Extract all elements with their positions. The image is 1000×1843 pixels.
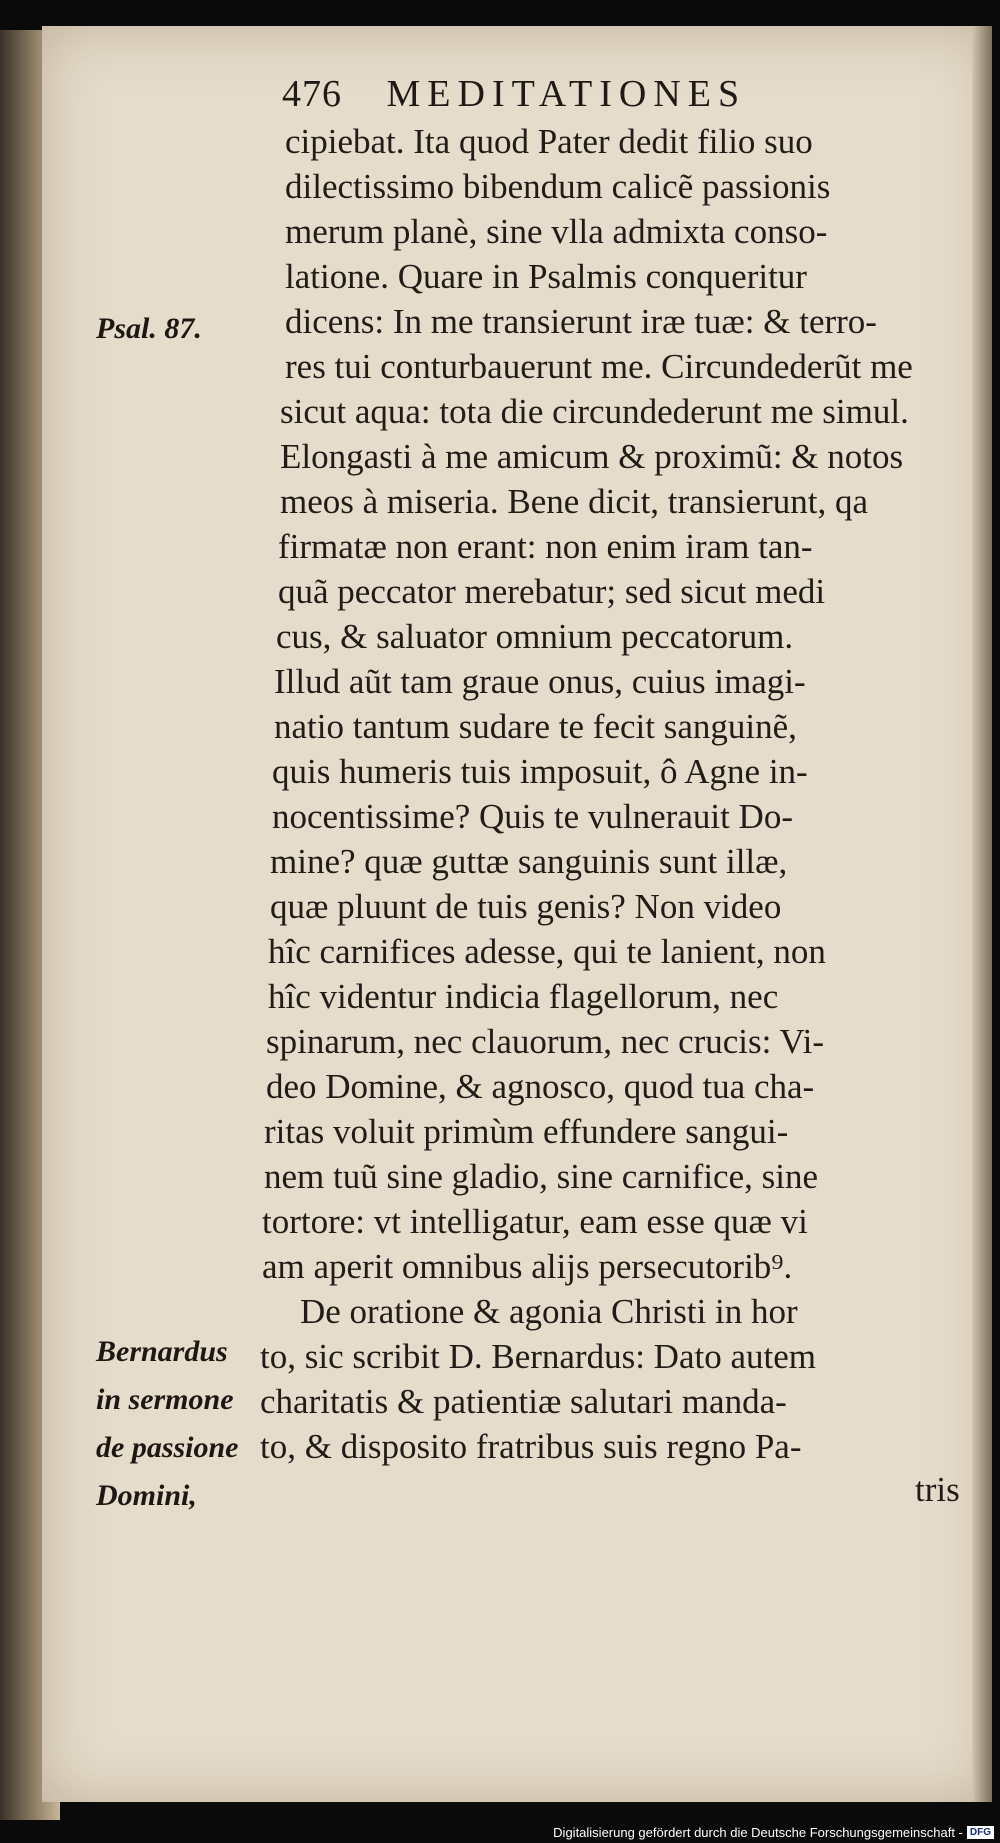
text-line: cus, & saluator omnium peccatorum. [276,617,794,656]
text-line: charitatis & patientiæ salutari manda- [260,1382,787,1421]
text-line: ritas voluit primùm effundere sangui- [264,1112,789,1151]
text-line: mine? quæ guttæ sanguinis sunt illæ, [270,842,788,881]
text-line: to, & disposito fratribus suis regno Pa- [260,1427,802,1466]
text-line: quã peccator merebatur; sed sicut medi [278,572,826,611]
text-line: am aperit omnibus alijs persecutorib⁹. [262,1247,793,1286]
text-line: latione. Quare in Psalmis conqueritur [285,257,807,296]
page-header [282,72,962,116]
text-line: dicens: In me transierunt iræ tuæ: & terro- [285,302,877,341]
text-line: cipiebat. Ita quod Pater dedit filio suo [285,122,813,161]
page-number: 476 [282,73,342,115]
text-line: res tui conturbauerunt me. Circundederũt me [285,347,913,386]
text-line: quis humeris tuis imposuit, ô Agne in- [272,752,808,791]
text-line: spinarum, nec clauorum, nec crucis: Vi- [266,1022,825,1061]
catchword: tris [915,1470,960,1509]
text-line: merum planè, sine vlla admixta conso- [285,212,828,251]
text-line: hîc carnifices adesse, qui te lanient, non [268,932,826,971]
text-line: quæ pluunt de tuis genis? Non video [270,887,782,926]
text-line: Illud aũt tam graue onus, cuius imagi- [274,662,806,701]
text-line: De oratione & agonia Christi in hor [300,1292,798,1331]
text-line: to, sic scribit D. Bernardus: Dato autem [260,1337,816,1376]
text-line: natio tantum sudare te fecit sanguinẽ, [274,707,797,746]
text-line: nocentissime? Quis te vulnerauit Do- [272,797,793,836]
funding-note: Digitalisierung gefördert durch die Deutsche Forschungsgemeinschaft - [553,1825,963,1840]
text-line: firmatæ non erant: non enim iram tan- [278,527,813,566]
dfg-logo: DFG [967,1826,994,1839]
text-line: sicut aqua: tota die circundederunt me simul. [280,392,909,431]
page-edge [972,26,992,1802]
text-line: tortore: vt intelligatur, eam esse quæ vi [262,1202,808,1241]
text-line: dilectissimo bibendum calicẽ passionis [285,167,831,206]
margin-note-bernard-4: Domini, [96,1479,197,1512]
running-title: MEDITATIONES [386,73,747,115]
text-line: nem tuũ sine gladio, sine carnifice, sine [264,1157,819,1196]
margin-note-bernard-1: Bernardus [96,1335,228,1368]
digitization-footer [553,1825,994,1840]
margin-note-psalm: Psal. 87. [96,312,202,345]
margin-note-bernard-2: in sermone [96,1383,234,1416]
margin-note-bernard-3: de passione [96,1431,239,1464]
text-line: deo Domine, & agnosco, quod tua cha- [266,1067,815,1106]
text-line: Elongasti à me amicum & proximũ: & notos [280,437,904,476]
text-line: meos à miseria. Bene dicit, transierunt, qa [280,482,869,521]
text-line: hîc videntur indicia flagellorum, nec [268,977,779,1016]
